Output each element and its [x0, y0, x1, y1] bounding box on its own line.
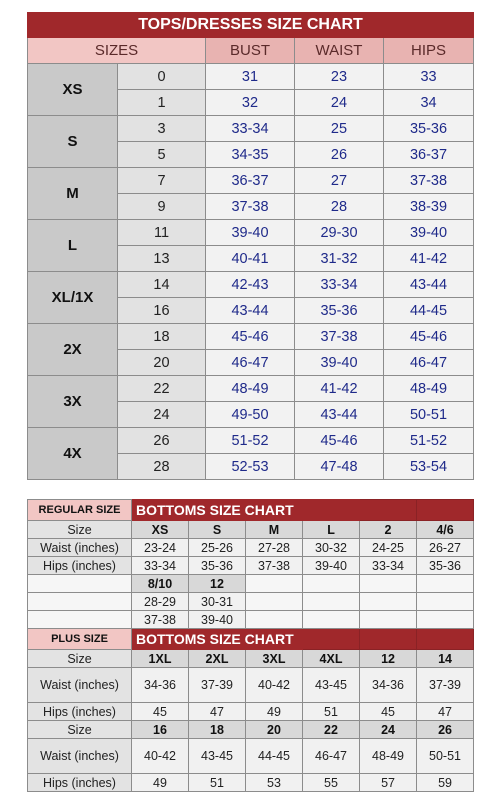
waist-cell: 26-27	[417, 539, 474, 557]
size-cell: 2XL	[189, 650, 246, 668]
hips-cell: 51	[303, 703, 360, 721]
bust-cell: 48-49	[206, 376, 295, 402]
tops-size-row	[28, 220, 474, 246]
hips-cell: 47	[417, 703, 474, 721]
hips-cell: 51-52	[384, 428, 474, 454]
waist-cell: 40-42	[132, 739, 189, 774]
numeric-size-cell: 11	[118, 220, 206, 246]
hips-cell: 59	[417, 774, 474, 792]
waist-cell: 30-31	[189, 593, 246, 611]
hips-cell: 37-38	[384, 168, 474, 194]
waist-cell: 37-38	[295, 324, 384, 350]
bust-cell: 36-37	[206, 168, 295, 194]
numeric-size-cell: 3	[118, 116, 206, 142]
waist-cell: 43-44	[295, 402, 384, 428]
waist-cell: 35-36	[295, 298, 384, 324]
hips-cell: 35-36	[189, 557, 246, 575]
waist-row-label: Waist (inches)	[28, 539, 132, 557]
bust-cell: 32	[206, 90, 295, 116]
hips-row-label: Hips (inches)	[28, 703, 132, 721]
numeric-size-cell: 26	[118, 428, 206, 454]
tops-size-row	[28, 64, 474, 90]
hips-cell: 35-36	[384, 116, 474, 142]
waist-cell: 40-42	[246, 668, 303, 703]
size-cell: 1XL	[132, 650, 189, 668]
waist-cell: 50-51	[417, 739, 474, 774]
hips-cell: 39-40	[189, 611, 246, 629]
bust-cell: 49-50	[206, 402, 295, 428]
size-cell: L	[303, 521, 360, 539]
numeric-size-cell: 28	[118, 454, 206, 480]
size-row-label: Size	[28, 721, 132, 739]
hips-cell: 43-44	[384, 272, 474, 298]
waist-row-label: Waist (inches)	[28, 739, 132, 774]
hips-cell: 35-36	[417, 557, 474, 575]
waist-cell: 43-45	[303, 668, 360, 703]
hips-cell: 33-34	[132, 557, 189, 575]
tops-size-row	[28, 168, 474, 194]
size-group-label: S	[28, 116, 118, 168]
size-cell: 12	[360, 650, 417, 668]
size-cell: 4XL	[303, 650, 360, 668]
waist-cell: 48-49	[360, 739, 417, 774]
numeric-size-cell: 20	[118, 350, 206, 376]
waist-cell: 47-48	[295, 454, 384, 480]
size-cell: 16	[132, 721, 189, 739]
hips-cell: 39-40	[303, 557, 360, 575]
size-cell: 3XL	[246, 650, 303, 668]
size-cell: 20	[246, 721, 303, 739]
bust-cell: 31	[206, 64, 295, 90]
hips-cell: 41-42	[384, 246, 474, 272]
hips-cell: 37-38	[132, 611, 189, 629]
waist-cell: 33-34	[295, 272, 384, 298]
hips-cell: 50-51	[384, 402, 474, 428]
waist-cell: 31-32	[295, 246, 384, 272]
size-row-label: Size	[28, 650, 132, 668]
size-cell: 24	[360, 721, 417, 739]
waist-cell: 24-25	[360, 539, 417, 557]
waist-cell: 34-36	[360, 668, 417, 703]
bust-cell: 46-47	[206, 350, 295, 376]
tops-size-row	[28, 428, 474, 454]
hips-cell: 47	[189, 703, 246, 721]
size-cell: 18	[189, 721, 246, 739]
hips-cell: 39-40	[384, 220, 474, 246]
size-group-label: M	[28, 168, 118, 220]
waist-cell: 29-30	[295, 220, 384, 246]
size-cell: XS	[132, 521, 189, 539]
numeric-size-cell: 9	[118, 194, 206, 220]
hips-cell: 49	[132, 774, 189, 792]
waist-cell: 28-29	[132, 593, 189, 611]
hips-cell: 45	[360, 703, 417, 721]
sizes-header: SIZES	[28, 38, 206, 64]
hips-cell: 44-45	[384, 298, 474, 324]
size-group-label: XL/1X	[28, 272, 118, 324]
numeric-size-cell: 0	[118, 64, 206, 90]
size-group-label: XS	[28, 64, 118, 116]
size-cell: 4/6	[417, 521, 474, 539]
numeric-size-cell: 22	[118, 376, 206, 402]
numeric-size-cell: 13	[118, 246, 206, 272]
bust-cell: 39-40	[206, 220, 295, 246]
hips-cell: 55	[303, 774, 360, 792]
waist-cell: 30-32	[303, 539, 360, 557]
waist-cell: 37-39	[189, 668, 246, 703]
numeric-size-cell: 16	[118, 298, 206, 324]
waist-cell: 27	[295, 168, 384, 194]
hips-cell: 53-54	[384, 454, 474, 480]
waist-cell: 45-46	[295, 428, 384, 454]
bust-cell: 51-52	[206, 428, 295, 454]
hips-cell: 37-38	[246, 557, 303, 575]
waist-cell: 23	[295, 64, 384, 90]
hips-cell: 45	[132, 703, 189, 721]
plus-bottoms-title: BOTTOMS SIZE CHART	[132, 629, 303, 650]
hips-cell: 46-47	[384, 350, 474, 376]
waist-cell: 46-47	[303, 739, 360, 774]
waist-cell: 41-42	[295, 376, 384, 402]
hips-cell: 53	[246, 774, 303, 792]
size-group-label: 2X	[28, 324, 118, 376]
hips-cell: 51	[189, 774, 246, 792]
size-cell: S	[189, 521, 246, 539]
size-cell: 14	[417, 650, 474, 668]
hips-row-label: Hips (inches)	[28, 774, 132, 792]
numeric-size-cell: 18	[118, 324, 206, 350]
hips-cell: 36-37	[384, 142, 474, 168]
waist-cell: 27-28	[246, 539, 303, 557]
waist-cell: 25	[295, 116, 384, 142]
size-cell: 12	[189, 575, 246, 593]
regular-size-tag: REGULAR SIZE	[28, 500, 132, 521]
tops-size-row	[28, 116, 474, 142]
waist-cell: 39-40	[295, 350, 384, 376]
size-group-label: L	[28, 220, 118, 272]
numeric-size-cell: 24	[118, 402, 206, 428]
bust-cell: 40-41	[206, 246, 295, 272]
size-row-label: Size	[28, 521, 132, 539]
bust-header: BUST	[206, 38, 295, 64]
waist-cell: 34-36	[132, 668, 189, 703]
tops-size-chart	[27, 12, 474, 480]
hips-cell: 34	[384, 90, 474, 116]
hips-cell: 48-49	[384, 376, 474, 402]
tops-size-row	[28, 324, 474, 350]
size-cell: 2	[360, 521, 417, 539]
waist-cell: 43-45	[189, 739, 246, 774]
bust-cell: 43-44	[206, 298, 295, 324]
hips-cell: 33	[384, 64, 474, 90]
numeric-size-cell: 14	[118, 272, 206, 298]
plus-size-tag: PLUS SIZE	[28, 629, 132, 650]
regular-bottoms-title: BOTTOMS SIZE CHART	[132, 500, 360, 521]
hips-cell: 57	[360, 774, 417, 792]
bust-cell: 33-34	[206, 116, 295, 142]
tops-chart-title: TOPS/DRESSES SIZE CHART	[28, 13, 474, 38]
size-group-label: 3X	[28, 376, 118, 428]
hips-header: HIPS	[384, 38, 474, 64]
size-cell: 26	[417, 721, 474, 739]
waist-cell: 23-24	[132, 539, 189, 557]
waist-cell: 25-26	[189, 539, 246, 557]
numeric-size-cell: 7	[118, 168, 206, 194]
hips-row-label: Hips (inches)	[28, 557, 132, 575]
size-cell: 22	[303, 721, 360, 739]
tops-size-row	[28, 376, 474, 402]
tops-size-row	[28, 272, 474, 298]
numeric-size-cell: 5	[118, 142, 206, 168]
numeric-size-cell: 1	[118, 90, 206, 116]
waist-cell: 37-39	[417, 668, 474, 703]
bottoms-size-chart	[27, 499, 474, 792]
hips-cell: 33-34	[360, 557, 417, 575]
bust-cell: 45-46	[206, 324, 295, 350]
waist-cell: 26	[295, 142, 384, 168]
bust-cell: 42-43	[206, 272, 295, 298]
bust-cell: 34-35	[206, 142, 295, 168]
bust-cell: 52-53	[206, 454, 295, 480]
waist-row-label: Waist (inches)	[28, 668, 132, 703]
waist-cell: 28	[295, 194, 384, 220]
hips-cell: 38-39	[384, 194, 474, 220]
waist-header: WAIST	[295, 38, 384, 64]
waist-cell: 24	[295, 90, 384, 116]
hips-cell: 49	[246, 703, 303, 721]
size-cell: 8/10	[132, 575, 189, 593]
hips-cell: 45-46	[384, 324, 474, 350]
size-group-label: 4X	[28, 428, 118, 480]
waist-cell: 44-45	[246, 739, 303, 774]
size-cell: M	[246, 521, 303, 539]
bust-cell: 37-38	[206, 194, 295, 220]
